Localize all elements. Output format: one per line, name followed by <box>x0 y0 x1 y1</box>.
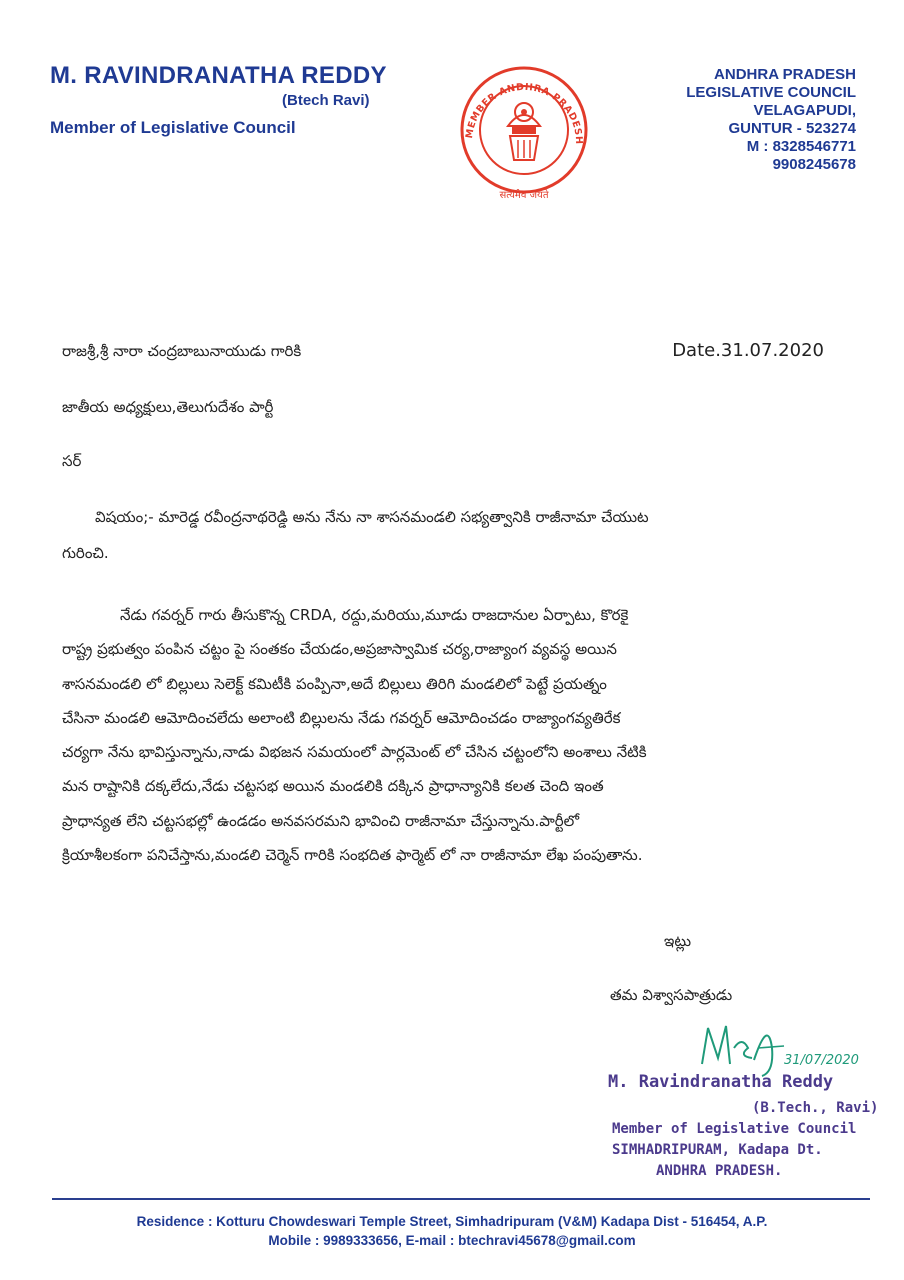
body-line: చేసినా మండలి ఆమోదించలేదు అలాంటి బిల్లులను నేడు గవర్నర్ ఆమోదించడం రాజ్యాంగవ్యతిరేక <box>62 708 621 727</box>
body-line: మన రాష్టానికి దక్కలేదు,నేడు చట్టసభ అయిన మండలికి దక్కిన ప్రాధాన్యానికి కలత చెంది ఇంత <box>62 777 604 796</box>
signature <box>698 1018 878 1080</box>
signature-date: 31/07/2020 <box>784 1053 859 1068</box>
sender-name: M. RAVINDRANATHA REDDY <box>50 62 387 89</box>
footer-divider <box>52 1198 870 1200</box>
seal-ring-text: MEMBER ANDHRA PRADESH <box>463 81 585 145</box>
seal-emblem-icon <box>458 64 590 202</box>
sender-role: Member of Legislative Council <box>50 118 296 137</box>
subject-line-cont: గురించి. <box>62 544 109 562</box>
subject-line: విషయం;- మారెడ్డ రవీంద్రనాథరెడ్డి అను నేను నా శాసనమండలి సభ్యత్వానికి రాజీనామా చేయుట <box>95 508 649 526</box>
seal-motto: सत्यमेव जयते <box>499 190 549 201</box>
recipient-name: రాజశ్రీ,శ్రీ నారా చంద్రబాబునాయుడు గారికి <box>62 342 302 360</box>
body-line: శాసనమండలి లో బిల్లులు సెలెక్ట్ కమిటీకి పంప్పినా,అదే బిల్లులు తిరిగి మండలిలో పెట్టే ప్రయత్నం <box>62 674 607 693</box>
signature-scribble-icon <box>698 1018 878 1080</box>
body-line: చర్యగా నేను భావిస్తున్నాను,నాడు విభజన సమయంలో పార్లమెంట్ లో చేసిన చట్టంలోని అంశాలు నేటికి <box>62 743 647 762</box>
body-line: రాష్ట్ర ప్రభుత్వం పంపిన చట్టం పై సంతకం చేయడం,అప్రజాస్వామిక చర్య,రాజ్యాంగ వ్యవస్థ అయిన <box>62 640 617 659</box>
body-line: క్రియాశీలకంగా పనిచేస్తాను,మండలి చెర్మెన్ గారికి సంభదిత ఫార్మెట్ లో నా రాజీనామా లేఖ పంపుతాను. <box>62 846 643 865</box>
sender-nickname: (Btech Ravi) <box>282 92 370 109</box>
stamp-line: SIMHADRIPURAM, Kadapa Dt. <box>612 1142 823 1158</box>
recipient-title: జాతీయ అధ్యక్షులు,తెలుగుదేశం పార్టీ <box>62 398 274 416</box>
council-address <box>686 66 856 174</box>
closing-itlu: ఇట్లు <box>664 932 692 950</box>
stamp-line: Member of Legislative Council <box>612 1121 857 1137</box>
address-line: VELAGAPUDI, <box>753 102 856 119</box>
address-line: GUNTUR - 523274 <box>728 120 856 137</box>
stamp-line: (B.Tech., Ravi) <box>752 1100 879 1116</box>
address-line: 9908245678 <box>772 156 856 173</box>
footer <box>0 1212 904 1250</box>
stamp-line: ANDHRA PRADESH. <box>656 1163 783 1179</box>
council-seal <box>458 64 590 202</box>
address-line: M : 8328546771 <box>746 138 856 155</box>
address-line: ANDHRA PRADESH <box>714 66 856 83</box>
footer-contact: Mobile : 9989333656, E-mail : btechravi45678@gmail.com <box>268 1233 636 1248</box>
closing-yours: తమ విశ్వాసపాత్రుడు <box>610 986 733 1004</box>
footer-residence: Residence : Kotturu Chowdeswari Temple Street, Simhadripuram (V&M) Kadapa Dist - 516454, A.P. <box>136 1214 768 1229</box>
body-line: నేడు గవర్నర్ గారు తీసుకొన్న CRDA, రద్దు,మరియు,మూడు రాజదానుల ఏర్పాటు, కొరకై <box>120 606 629 624</box>
letter-body <box>62 598 840 872</box>
stamp-name: M. Ravindranatha Reddy <box>608 1072 834 1092</box>
letter-date: Date.31.07.2020 <box>672 340 824 361</box>
address-line: LEGISLATIVE COUNCIL <box>686 84 856 101</box>
salutation: సర్ <box>62 452 82 470</box>
official-stamp <box>612 1098 878 1182</box>
body-line: ప్రాధాన్యత లేని చట్టసభల్లో ఉండడం అనవసరమని భావించి రాజీనామా చేస్తున్నాను.పార్టీలో <box>62 811 580 830</box>
